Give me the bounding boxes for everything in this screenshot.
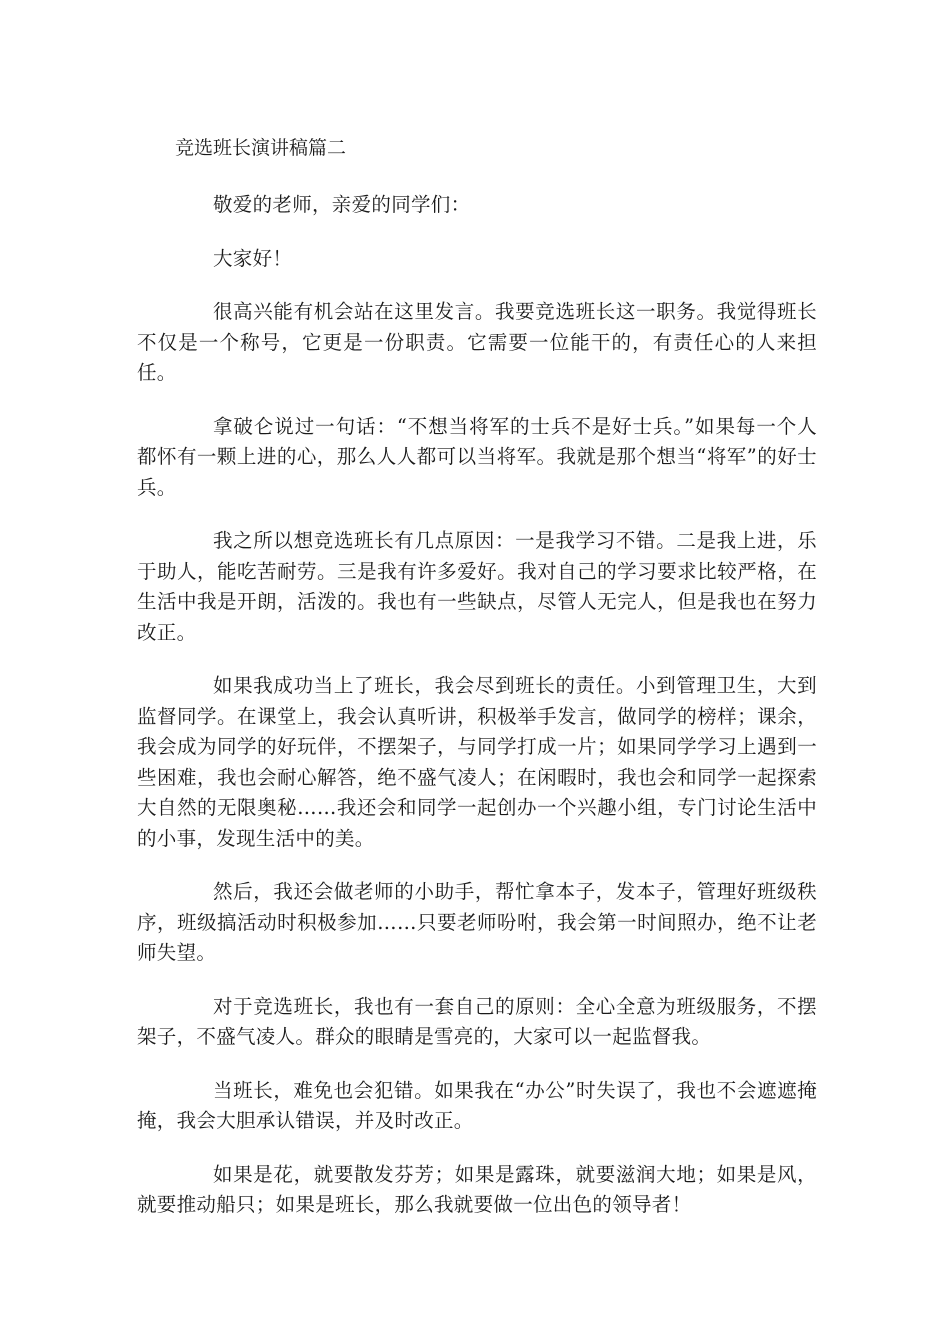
greeting: 大家好！ — [213, 246, 293, 270]
paragraph-intro: 很高兴能有机会站在这里发言。我要竞选班长这一职务。我觉得班长不仅是一个称号，它更是一份职责。它需要一位能干的，有责任心的人来担任。 — [137, 300, 817, 384]
document-body — [137, 190, 817, 1244]
paragraph-teacher-helper: 然后，我还会做老师的小助手，帮忙拿本子，发本子，管理好班级秩序，班级搞活动时积极参加……只要老师吩咐，我会第一时间照办，绝不让老师失望。 — [137, 880, 817, 964]
paragraph-mistakes: 当班长，难免也会犯错。如果我在“办公”时失误了，我也不会遮遮掩掩，我会大胆承认错误，并及时改正。 — [137, 1078, 817, 1132]
paragraph-closing: 如果是花，就要散发芬芳；如果是露珠，就要滋润大地；如果是风，就要推动船只；如果是班长，那么我就要做一位出色的领导者！ — [137, 1162, 817, 1216]
document-title: 竞选班长演讲稿篇二 — [175, 137, 347, 159]
salutation: 敬爱的老师，亲爱的同学们： — [213, 193, 471, 216]
paragraph-reasons: 我之所以想竞选班长有几点原因：一是我学习不错。二是我上进，乐于助人，能吃苦耐劳。三是我有许多爱好。我对自己的学习要求比较严格，在生活中我是开朗，活泼的。我也有一些缺点，尽管人无完人，但是我也在努力改正。 — [137, 529, 817, 644]
paragraph-napoleon-quote: 拿破仑说过一句话：“不想当将军的士兵不是好士兵。”如果每一个人都怀有一颗上进的心，那么人人都可以当将军。我就是那个想当“将军”的好士兵。 — [137, 414, 817, 499]
paragraph-responsibilities: 如果我成功当上了班长，我会尽到班长的责任。小到管理卫生，大到监督同学。在课堂上，我会认真听讲，积极举手发言，做同学的榜样；课余，我会成为同学的好玩伴，不摆架子，与同学打成一片；如果同学学习上遇到一些困难，我也会耐心解答，绝不盛气凌人；在闲暇时，我也会和同学一起探索大自然的无限奥秘……我还会和同学一起创办一个兴趣小组，专门讨论生活中的小事，发现生活中的美。 — [137, 674, 817, 850]
paragraph-principles: 对于竞选班长，我也有一套自己的原则：全心全意为班级服务，不摆架子，不盛气凌人。群众的眼睛是雪亮的，大家可以一起监督我。 — [137, 994, 817, 1048]
